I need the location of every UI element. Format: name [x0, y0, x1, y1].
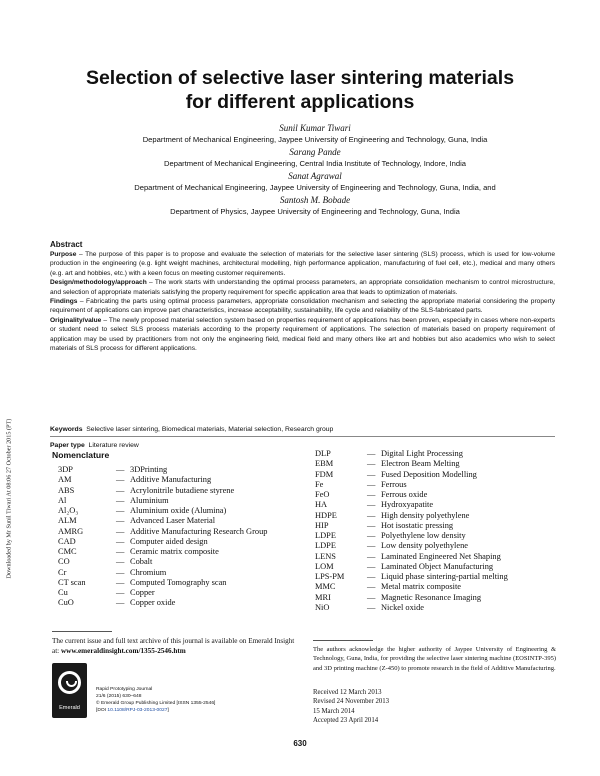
nomenclature-definition: Digital Light Processing [381, 449, 463, 458]
footnote-rule [52, 631, 112, 632]
nomenclature-abbr: 3DP [58, 465, 73, 474]
dash-separator: — [367, 582, 376, 592]
nomenclature-definition: Hydroxyapatite [381, 500, 434, 510]
nomenclature-definition: Liquid phase sintering-partial melting [381, 572, 508, 581]
dash-separator: — [116, 598, 125, 608]
keywords [50, 426, 555, 433]
dash-separator: — [116, 485, 125, 495]
nomenclature-abbr: HA [315, 500, 328, 510]
nomenclature-definition: Chromium [130, 567, 167, 577]
author-block [40, 122, 590, 218]
nomenclature-definition: Low density polyethylene [381, 541, 468, 551]
nomenclature-definition: Ceramic matrix composite [130, 547, 219, 556]
dash-separator: — [367, 459, 376, 469]
page-number: 630 [293, 739, 307, 748]
acknowledgement: The authors acknowledge the higher authority of Jaypee University of Engineering & Technology, Guna, India, for providing the selective laser sintering machine (EOSINTP-395) and 3D printing machine (Z-450) to promote research in the field of Additive Manufacturing. [313, 646, 556, 672]
nomenclature-row [58, 506, 267, 516]
dash-separator: — [116, 547, 125, 556]
nomenclature-abbr: Cu [58, 588, 68, 597]
nomenclature-row [58, 578, 267, 588]
nomenclature-definition: Aluminium oxide (Alumina) [130, 506, 227, 515]
originality-text: – The newly proposed material selection system based on properties requirement of applications has been proven, especially in cases where non-experts or student need to select SLS process materials according to the property requirement of applications. The selection of materials based on property requirement of application may be used by practitioners from not only the engineering field, medical field and many others like art and hobbies but also academics who wish to select materials of SLS process for different applications. [50, 316, 555, 353]
copyright: © Emerald Group Publishing Limited [ISSN 1355-2546] [96, 701, 216, 706]
nomenclature-abbr: LENS [315, 551, 336, 561]
download-note: Downloaded by Mr Sunil Tiwari At 08:06 27 October 2015 (PT) [5, 418, 13, 579]
nomenclature-definition: Additive Manufacturing [130, 475, 212, 485]
nomenclature-definition: Cobalt [130, 557, 153, 567]
nomenclature-abbr: CAD [58, 536, 76, 546]
nomenclature-row [315, 470, 508, 480]
nomenclature-abbr: ALM [58, 516, 77, 526]
dash-separator: — [116, 536, 125, 546]
nomenclature-abbr: MRI [315, 592, 331, 602]
nomenclature-definition: Laminated Object Manufacturing [381, 561, 494, 571]
dash-separator: — [367, 602, 376, 612]
nomenclature-abbr: FeO [315, 490, 330, 499]
nomenclature-row [315, 562, 508, 572]
nomenclature-definition: Aluminium [130, 495, 169, 505]
nomenclature-row [315, 459, 508, 469]
nomenclature-right-list [315, 449, 508, 613]
footnote-rule [313, 640, 373, 641]
nomenclature-abbr: CT scan [58, 577, 86, 587]
dash-separator: — [116, 465, 125, 474]
nomenclature-abbr: MMC [315, 582, 336, 592]
nomenclature-definition: Ferrous [381, 479, 407, 489]
nomenclature-row [58, 537, 267, 547]
abstract-heading: Abstract [50, 240, 83, 249]
nomenclature-abbr: NiO [315, 602, 330, 612]
nomenclature-abbr: Cr [58, 567, 67, 577]
author-name: Sanat Agrawal [288, 171, 342, 181]
keywords-label: Keywords [50, 426, 83, 433]
nomenclature-title: Nomenclature [52, 450, 110, 460]
nomenclature-definition: Ferrous oxide [381, 490, 428, 499]
doi-end: ] [167, 708, 169, 713]
findings-text: – Fabricating the parts using optimal process parameters, appropriate consolidation mechanism and selecting the appropriate material considering the property requirement of applications can improve part characteristics, increase acceptability, sustainability, life cycle and reliability of the SLS-fabricated parts. [50, 298, 555, 315]
received-date: Received 12 March 2013 [313, 689, 382, 696]
journal-volume: 21/6 (2015) 630–648 [96, 694, 142, 699]
dash-separator: — [116, 567, 125, 577]
dash-separator: — [367, 469, 376, 479]
dash-separator: — [367, 572, 376, 581]
dash-separator: — [116, 506, 125, 515]
nomenclature-abbr: CuO [58, 598, 74, 608]
nomenclature-row [315, 449, 508, 459]
nomenclature-abbr: LOM [315, 561, 334, 571]
dash-separator: — [367, 510, 376, 520]
nomenclature-abbr: CO [58, 557, 70, 567]
author-name: Sarang Pande [289, 147, 341, 157]
nomenclature-abbr: CMC [58, 547, 77, 556]
abstract [50, 240, 555, 353]
dash-separator: — [367, 561, 376, 571]
nomenclature-abbr: HDPE [315, 510, 337, 520]
revised-date-2: 15 March 2014 [313, 707, 355, 715]
nomenclature-abbr: Al [58, 495, 67, 505]
design-label: Design/methodology/approach [50, 279, 147, 287]
nomenclature-abbr: LDPE [315, 541, 336, 551]
article-dates [313, 688, 556, 726]
abstract-findings [50, 297, 555, 316]
nomenclature-abbr: AM [58, 475, 72, 485]
nomenclature-row [315, 582, 508, 592]
nomenclature-abbr: AMRG [58, 526, 84, 536]
dash-separator: — [367, 479, 376, 489]
dash-separator: — [367, 449, 376, 458]
nomenclature-abbr: EBM [315, 459, 334, 469]
nomenclature-definition: 3DPrinting [130, 465, 168, 474]
nomenclature-definition: Computer aided design [130, 536, 208, 546]
nomenclature-definition: Nickel oxide [381, 602, 425, 612]
dash-separator: — [116, 475, 125, 485]
abstract-originality [50, 316, 555, 354]
dash-separator: — [116, 526, 125, 536]
nomenclature-definition: Additive Manufacturing Research Group [130, 526, 268, 536]
divider [50, 436, 555, 437]
dash-separator: — [367, 592, 376, 602]
author-affiliation: Department of Mechanical Engineering, Jaypee University of Engineering and Technology, Guna, India, and [134, 183, 496, 192]
nomenclature-row [58, 598, 267, 608]
nomenclature-definition: Hot isostatic pressing [381, 520, 454, 530]
journal-name: Rapid Prototyping Journal [96, 687, 153, 692]
nomenclature-row [315, 480, 508, 490]
nomenclature-row [58, 547, 267, 557]
nomenclature-row [58, 486, 267, 496]
nomenclature-definition: Polyethylene low density [381, 531, 466, 540]
nomenclature-abbr: FDM [315, 469, 334, 479]
dash-separator: — [116, 557, 125, 567]
design-text: – The work starts with understanding the optimal process parameters, an appropriate consolidation mechanism to control microstructure, and selection of appropriate materials satisfying the property requirement for specific application area that leads to optimization of materials. [50, 279, 555, 296]
nomenclature-row [58, 496, 267, 506]
dash-separator: — [367, 490, 376, 499]
accepted-date: Accepted 23 April 2014 [313, 717, 379, 725]
nomenclature-abbr: Al₂O₃ [58, 506, 79, 515]
title-line-2: for different applications [185, 91, 415, 113]
dash-separator: — [367, 520, 376, 530]
dash-separator: — [116, 516, 125, 526]
nomenclature-abbr: Fe [315, 479, 324, 489]
journal-access-note [52, 636, 297, 656]
access-url[interactable]: www.emeraldinsight.com/1355-2546.htm [60, 647, 186, 655]
nomenclature-row [315, 490, 508, 500]
nomenclature-definition: Computed Tomography scan [130, 577, 227, 587]
nomenclature-abbr: DLP [315, 449, 331, 458]
nomenclature-row [315, 603, 508, 613]
dash-separator: — [367, 541, 376, 551]
nomenclature-abbr: HIP [315, 520, 329, 530]
abstract-purpose [50, 250, 555, 278]
publication-info [96, 686, 296, 714]
nomenclature-definition: Electron Beam Melting [381, 459, 460, 469]
nomenclature-row [315, 521, 508, 531]
nomenclature-row [315, 552, 508, 562]
author-affiliation: Department of Physics, Jaypee University of Engineering and Technology, Guna, India [170, 207, 460, 216]
nomenclature-definition: Magnetic Resonance Imaging [381, 592, 482, 602]
nomenclature-row [58, 527, 267, 537]
nomenclature-definition: High density polyethylene [381, 510, 470, 520]
paper-type-label: Paper type [50, 442, 85, 449]
download-watermark [2, 290, 12, 590]
purpose-label: Purpose [50, 251, 77, 258]
abstract-design [50, 278, 555, 297]
originality-label: Originality/value [50, 316, 102, 324]
nomenclature-row [315, 500, 508, 510]
author-affiliation: Department of Mechanical Engineering, Jaypee University of Engineering and Technology, Guna, India [142, 135, 488, 144]
nomenclature-row [58, 465, 267, 475]
nomenclature-row [58, 516, 267, 526]
title-line-1: Selection of selective laser sintering materials [85, 67, 515, 89]
nomenclature-row [315, 572, 508, 582]
doi-line [96, 707, 296, 714]
revised-date: Revised 24 November 2013 [313, 698, 390, 706]
findings-label: Findings [50, 298, 78, 306]
nomenclature-row [315, 593, 508, 603]
paper-type [50, 442, 555, 449]
paper-title [0, 66, 600, 114]
purpose-text: – The purpose of this paper is to propose and evaluate the selection of materials for the selective laser sintering (SLS) process, which is used for low-volume production in the engineering (e.g. light weight machines, architectural modelling, high performance application, manufacturing of fuel cell, etc.), medical and many others (e.g. art and hobbies, etc.) with a keen focus on meeting customer requirements. [50, 251, 555, 277]
paper-type-value: Literature review [88, 442, 139, 449]
nomenclature-abbr: LDPE [315, 531, 336, 540]
emerald-logo [52, 663, 87, 718]
doi-link[interactable]: 10.1108/RPJ-03-2013-0027 [107, 708, 168, 713]
access-text: The current issue and full text archive of this journal is available on Emerald Insight at: [52, 637, 295, 655]
nomenclature-row [58, 568, 267, 578]
nomenclature-row [58, 475, 267, 485]
author-name: Sunil Kumar Tiwari [279, 123, 351, 133]
nomenclature-abbr: ABS [58, 485, 75, 495]
nomenclature-row [58, 588, 267, 598]
nomenclature-abbr: LPS-PM [315, 572, 345, 581]
nomenclature-definition: Acrylonitrile butadiene styrene [130, 485, 235, 495]
nomenclature-definition: Copper [130, 588, 155, 597]
dash-separator: — [116, 588, 125, 597]
nomenclature-definition: Copper oxide [130, 598, 176, 608]
doi-label: [DOI [96, 708, 108, 713]
nomenclature-row [58, 557, 267, 567]
author-name: Santosh M. Bobade [279, 195, 351, 205]
nomenclature-definition: Laminated Engineered Net Shaping [381, 551, 501, 561]
dash-separator: — [367, 531, 376, 540]
nomenclature-row [315, 541, 508, 551]
dash-separator: — [116, 577, 125, 587]
nomenclature-definition: Metal matrix composite [381, 582, 462, 592]
dash-separator: — [116, 495, 125, 505]
emerald-logo-icon [58, 671, 81, 694]
nomenclature-definition: Advanced Laser Material [130, 516, 216, 526]
author-affiliation: Department of Mechanical Engineering, Central India Institute of Technology, Indore, India [164, 159, 466, 168]
nomenclature-left-list [58, 465, 267, 609]
keywords-value: Selective laser sintering, Biomedical materials, Material selection, Research group [86, 426, 334, 433]
dash-separator: — [367, 500, 376, 510]
dash-separator: — [367, 551, 376, 561]
nomenclature-definition: Fused Deposition Modelling [381, 469, 477, 479]
nomenclature-row [315, 531, 508, 541]
emerald-logo-text: Emerald [59, 705, 80, 711]
nomenclature-row [315, 511, 508, 521]
